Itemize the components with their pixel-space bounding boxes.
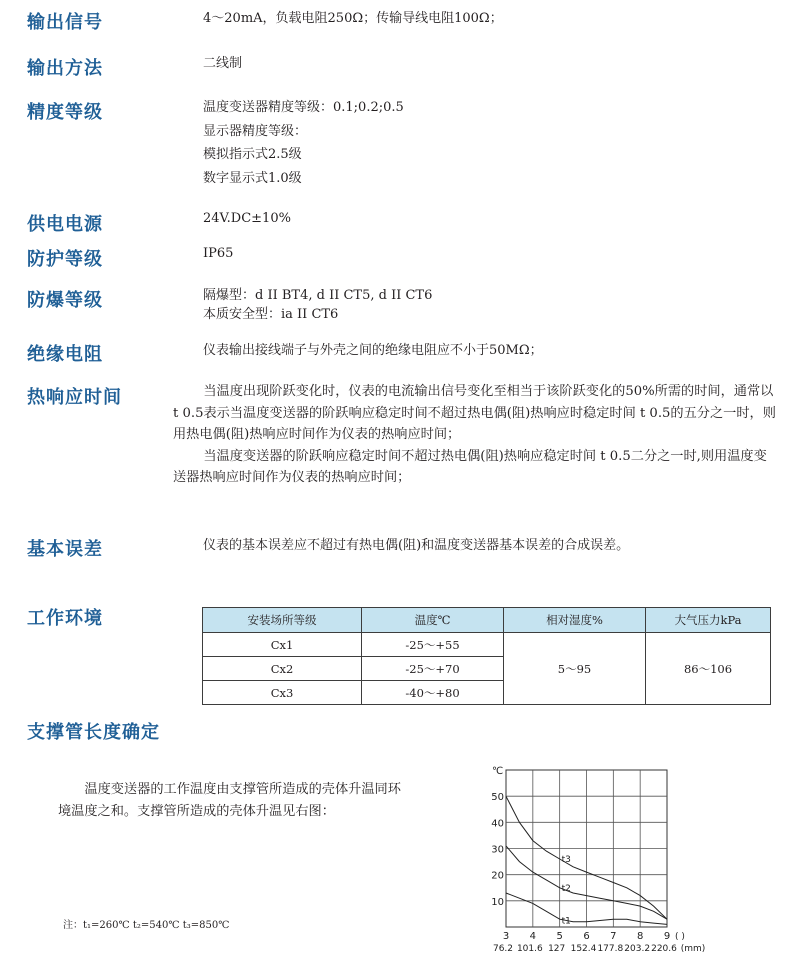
chart-x2-tick-label: 127 <box>548 944 566 954</box>
spec-value-explosion-1: 隔爆型：d II BT4, d II CT5, d II CT6 <box>203 288 433 303</box>
env-cell-humidity: 5～95 <box>504 633 646 705</box>
env-cell-pressure: 86～106 <box>646 633 771 705</box>
error-text: 仪表的基本误差应不超过有热电偶(阻)和温度变送器基本误差的合成误差。 <box>203 538 630 553</box>
spec-label-accuracy: 精度等级 <box>27 102 103 123</box>
spec-value-accuracy-3: 模拟指示式2.5级 <box>203 147 302 162</box>
support-label: 支撑管长度确定 <box>27 722 160 743</box>
chart-x-tick-label: 5 <box>556 931 563 942</box>
chart-x2-tick-label: 152.4 <box>570 944 597 954</box>
chart-y-tick-label: 40 <box>491 818 504 830</box>
response-text <box>173 381 779 489</box>
chart-y-tick-label: 50 <box>491 792 504 804</box>
spec-value-output-signal: 4～20mA，负载电阻250Ω；传输导线电阻100Ω； <box>203 11 503 26</box>
chart-x2-tick-label: 76.2 <box>492 944 514 954</box>
env-cell-grade: Cx1 <box>203 633 362 657</box>
environment-table <box>202 607 771 705</box>
chart-y-tick-label: 20 <box>491 870 504 882</box>
chart-x-tick-label: 7 <box>610 931 617 942</box>
spec-value-power: 24V.DC±10% <box>203 211 291 226</box>
spec-value-accuracy-4: 数字显示式1.0级 <box>203 171 302 186</box>
chart-x-tick-label: 8 <box>636 931 644 942</box>
spec-label-insulation: 绝缘电阻 <box>27 344 103 365</box>
chart-x2-tick-label: 203.2 <box>624 944 651 954</box>
env-cell-grade: Cx3 <box>203 681 362 705</box>
env-header-humidity: 相对湿度% <box>504 608 646 633</box>
support-note: 注：t₁=260℃ t₂=540℃ t₃=850℃ <box>63 920 230 931</box>
spec-label-output-signal: 输出信号 <box>27 12 103 33</box>
env-header-pressure: 大气压力kPa <box>646 608 771 633</box>
chart-y-tick-label: 30 <box>491 844 504 856</box>
env-header-temperature: 温度℃ <box>362 608 504 633</box>
spec-value-protection: IP65 <box>203 246 234 261</box>
environment-header-row <box>203 608 771 633</box>
response-paragraph-1: 当温度出现阶跃变化时，仪表的电流输出信号变化至相当于该阶跃变化的50%所需的时间，通常以 t 0.5表示当温度变送器的阶跃响应稳定时间不超过热电偶(阻)热响应时稳定时间 t 0.5的五分之一时，则用热电偶(阻)热响应时间作为仪表的热响应时间； <box>173 384 776 442</box>
response-label: 热响应时间 <box>27 387 122 408</box>
response-paragraph-2: 当温度变送器的阶跃响应稳定时间不超过热电偶(阻)热响应稳定时间 t 0.5二分之一时,则用温度变送器热响应时间作为仪表的热响应时间； <box>173 448 767 485</box>
env-cell-grade: Cx2 <box>203 657 362 681</box>
chart-x2-tick-label: 101.6 <box>516 944 543 954</box>
temperature-rise-chart <box>470 758 730 963</box>
chart-y-label: ℃ <box>492 766 504 777</box>
env-cell-temperature: -25～+70 <box>362 657 504 681</box>
chart-x2-tick-label: 220.6 <box>651 944 677 954</box>
error-label: 基本误差 <box>27 539 103 560</box>
chart-x-tick-label: 6 <box>583 931 590 942</box>
chart-series-label: t3 <box>561 854 571 865</box>
spec-value-accuracy-1: 温度变送器精度等级：0.1;0.2;0.5 <box>203 100 404 115</box>
chart-y-tick-label: 10 <box>491 896 504 908</box>
spec-value-insulation: 仪表输出接线端子与外壳之间的绝缘电阻应不小于50MΩ； <box>203 343 543 358</box>
chart-series-label: t2 <box>561 883 571 894</box>
spec-value-accuracy-2: 显示器精度等级： <box>203 124 308 139</box>
chart-series-label: t1 <box>561 916 571 927</box>
env-header-grade: 安装场所等级 <box>203 608 362 633</box>
spec-value-output-method: 二线制 <box>203 56 243 71</box>
support-text <box>58 779 408 823</box>
spec-label-explosion: 防爆等级 <box>27 290 103 311</box>
env-cell-temperature: -40～+80 <box>362 681 504 705</box>
spec-value-explosion-2: 本质安全型：ia II CT6 <box>203 307 339 322</box>
chart-x-label: ( ) <box>675 932 685 942</box>
chart-x-tick-label: 9 <box>663 931 671 942</box>
environment-label: 工作环境 <box>27 608 103 629</box>
chart-x-tick-label: 3 <box>502 931 510 942</box>
chart-x2-label: (mm) <box>680 944 706 954</box>
table-row <box>203 633 771 657</box>
env-cell-temperature: -25～+55 <box>362 633 504 657</box>
spec-label-power: 供电电源 <box>27 214 103 235</box>
chart-x-tick-label: 4 <box>529 931 537 942</box>
support-paragraph: 温度变送器的工作温度由支撑管所造成的壳体升温同环境温度之和。支撑管所造成的壳体升温见右图： <box>58 782 401 819</box>
spec-label-output-method: 输出方法 <box>27 58 103 79</box>
spec-label-protection: 防护等级 <box>27 249 103 270</box>
chart-x2-tick-label: 177.8 <box>597 944 624 954</box>
